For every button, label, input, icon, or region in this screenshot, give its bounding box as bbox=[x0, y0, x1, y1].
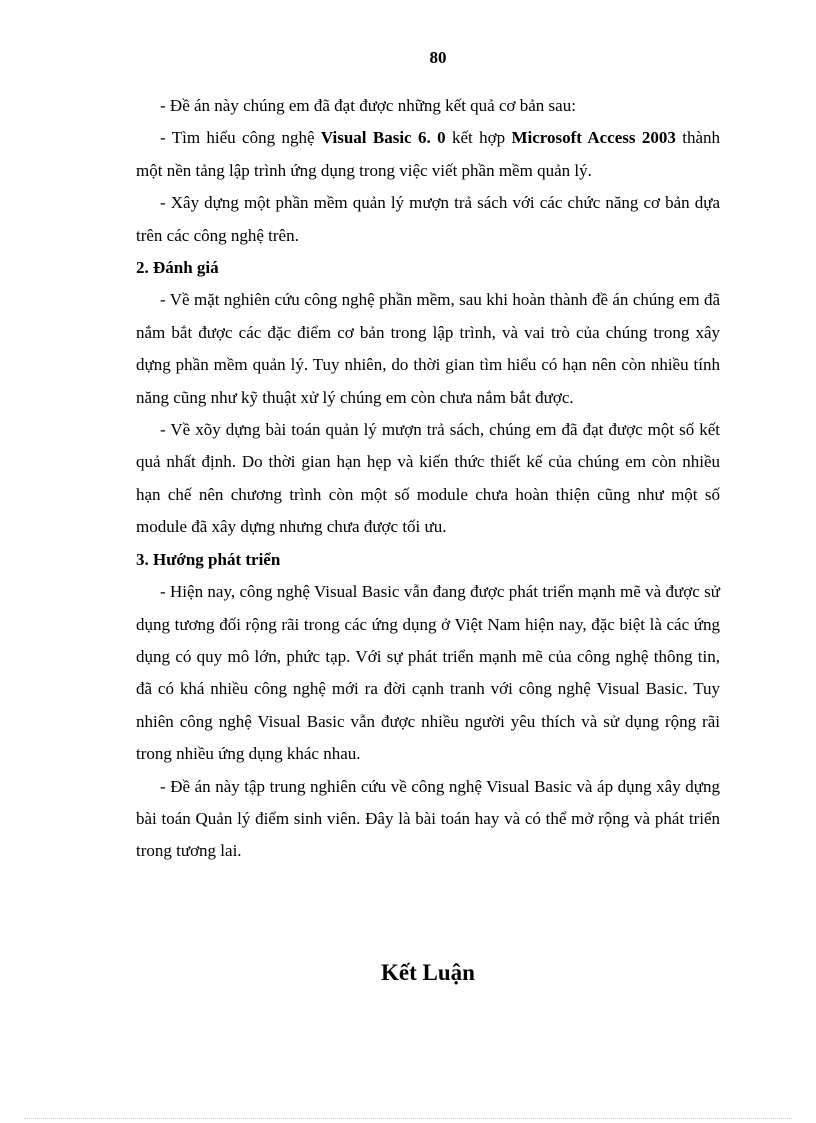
text-segment: thành một nền tảng lập trình ứng dụng trong việc viết phần mềm quản lý. bbox=[136, 128, 720, 180]
conclusion-title: Kết Luận bbox=[381, 960, 475, 985]
section-heading-evaluation: 2. Đánh giá bbox=[136, 258, 219, 278]
evaluation-paragraph-problem: - Về xõy dựng bài toán quản lý mượn trả sách, chúng em đã đạt được một số kết quả nhất định. Do thời gian hạn hẹp và kiến thức thiết kế của chúng em còn nhiều hạn chế nên chương trình còn một số module chưa hoàn thiện cũng như một số module đã xây dựng nhưng chưa được tối ưu. bbox=[136, 420, 720, 537]
development-paragraph-project: - Đề án này tập trung nghiên cứu về công nghệ Visual Basic và áp dụng xây dựng bài toán Quản lý điểm sinh viên. Đây là bài toán hay và có thể mở rộng và phát triển trong tương lai. bbox=[136, 776, 720, 861]
evaluation-paragraph-research: - Về mặt nghiên cứu công nghệ phần mềm, sau khi hoàn thành đề án chúng em đã nắm bắt được các đặc điểm cơ bản trong lập trình, và vai trò của chúng trong xây dựng phần mềm quản lý. Tuy nhiên, do thời gian tìm hiểu có hạn nên còn nhiều tính năng cũng như kỹ thuật xử lý chúng em còn chưa nắm bắt được. bbox=[136, 290, 720, 407]
result-item-technology bbox=[136, 122, 720, 187]
page-content bbox=[136, 90, 720, 868]
bold-term-access: Microsoft Access 2003 bbox=[511, 128, 676, 148]
page-number: 80 bbox=[429, 48, 447, 67]
text-segment: - Tìm hiểu công nghệ bbox=[160, 128, 321, 148]
text-segment: kết hợp bbox=[445, 128, 512, 148]
section-heading-development: 3. Hướng phát triển bbox=[136, 549, 281, 569]
intro-paragraph: - Đề án này chúng em đã đạt được những kết quả cơ bản sau: bbox=[160, 96, 576, 115]
page-bottom-divider bbox=[24, 1118, 792, 1119]
development-paragraph-visual-basic: - Hiện nay, công nghệ Visual Basic vẫn đang được phát triển mạnh mẽ và được sử dụng tương đối rộng rãi trong các ứng dụng ở Việt Nam hiện nay, đặc biệt là các ứng dụng có quy mô lớn, phức tạp. Với sự phát triển mạnh mẽ của công nghệ thông tin, đã có khá nhiều công nghệ mới ra đời cạnh tranh với công nghệ Visual Basic. Tuy nhiên công nghệ Visual Basic vẫn được nhiều người yêu thích và sử dụng rộng rãi trong nhiều ứng dụng khác nhau. bbox=[136, 582, 720, 764]
bold-term-visual-basic: Visual Basic 6. 0 bbox=[320, 128, 446, 148]
result-item-software: - Xây dựng một phần mềm quản lý mượn trả sách với các chức năng cơ bản dựa trên các công nghệ trên. bbox=[136, 193, 720, 245]
